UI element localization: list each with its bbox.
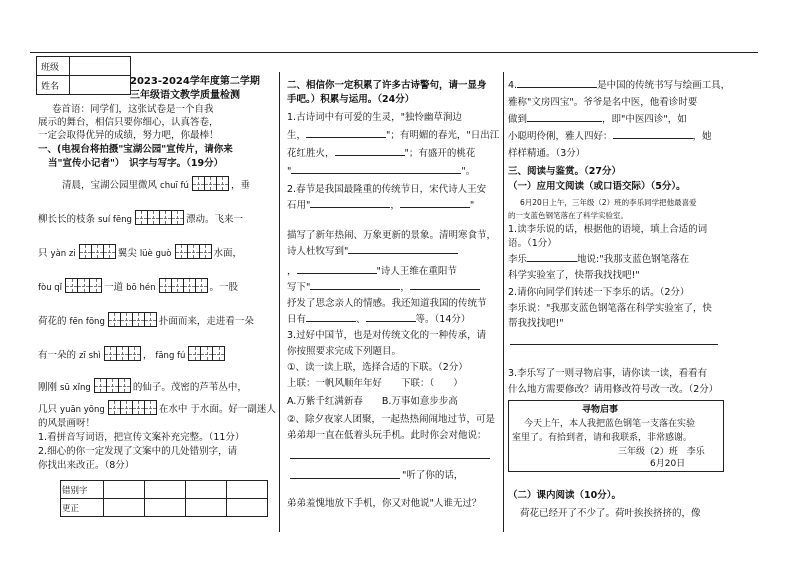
pinyin: fēn fōng: [69, 317, 105, 327]
answer-blank[interactable]: [297, 273, 377, 274]
c2-q3-3: A.万紫千红满新春 B.万事如意步步高: [287, 396, 458, 407]
passage-text: 于水面。好一副迷人: [190, 404, 276, 415]
answer-cell[interactable]: [145, 481, 186, 499]
passage-line-2: [38, 210, 243, 229]
c2-q1-a: 1.古诗词中有可爱的生灵，"独怜幽草涧边: [287, 112, 462, 123]
c3-q4-a: [508, 80, 730, 92]
text: ，即"中医四诊"，如: [602, 114, 687, 125]
class-field[interactable]: [70, 57, 131, 76]
c2-q2-f: [287, 246, 458, 258]
section-3-heading: 三、阅读与鉴赏。（27分）: [508, 166, 621, 177]
pinyin: fāng fú: [155, 351, 186, 361]
text: ，: [390, 200, 400, 211]
pinyin: yuān yōng: [60, 405, 105, 415]
text: 、: [356, 314, 366, 325]
text: "；有明媚的春光，"日出江: [386, 130, 500, 141]
pinyin: lüè guò: [139, 249, 172, 259]
tianzige-box[interactable]: [188, 346, 224, 365]
answer-cell[interactable]: [104, 481, 145, 499]
tianzige-box[interactable]: [79, 244, 115, 263]
answer-cell[interactable]: [145, 499, 186, 517]
c2-q1-b: [287, 130, 499, 142]
c2-q3-4: ②、除夕夜家人团聚，一起热热闹闹地过节，可是: [287, 414, 496, 425]
c2-q3-1: ①、读一读上联，选择合适的下联。（2分）: [287, 362, 468, 373]
text: "。: [461, 166, 476, 177]
pinyin: chuī fú: [160, 181, 189, 191]
c3-q4-d: [508, 114, 687, 126]
answer-blank[interactable]: [335, 155, 405, 156]
tianzige-box[interactable]: [94, 378, 130, 397]
notice-line-1: 今天上午，本人我把蓝色钢笔一支落在实验: [524, 419, 696, 429]
c3-s3-q2b: 李乐说："我那支蓝色钢笔落在科学实验室了，快: [508, 303, 712, 314]
intro-line-1: 卷首语：同学们，这张试卷是一个自我: [52, 104, 214, 115]
c2-q2-l: [287, 314, 470, 326]
passage-line-6: [38, 346, 224, 365]
section-1-heading-a: 一、(电视台将拍摄"宝湖公园"宣传片，请你来: [38, 144, 233, 155]
section-2-heading-b: 手吧。）积累与运用。（24分）: [287, 94, 415, 105]
answer-cell[interactable]: [186, 499, 227, 517]
passage-text: 在水中: [158, 404, 188, 415]
c2-q2-g: [287, 266, 457, 278]
passage-text: 几只: [38, 404, 58, 415]
answer-cell[interactable]: [227, 481, 268, 499]
text: 小聪明伶俐，雅人四好：: [508, 131, 613, 142]
section-1-heading-b: 当"宣传小记者"） 识字与写字。（19分）: [48, 158, 224, 169]
text: 做到: [508, 114, 528, 125]
text: 石用": [287, 200, 311, 211]
text: 李乐: [508, 254, 528, 265]
answer-blank[interactable]: [366, 321, 416, 322]
c3-s3-q3b: 什么地方需要修改？请用修改符号改一改。（2分）: [508, 384, 719, 395]
tianzige-box[interactable]: [108, 400, 156, 419]
answer-blank[interactable]: [291, 173, 461, 174]
passage-text: 柳长长的枝条: [38, 214, 96, 225]
question-1: 1.看拼音写词语，把宣传文案补充完整。（11分）: [38, 432, 245, 443]
passage-line-8: [38, 400, 276, 419]
text: ，: [400, 282, 410, 293]
c2-q3-a: 3.过好中国节，也是对传统文化的一种传承，请: [287, 330, 487, 341]
passage-line-3: [38, 244, 242, 263]
c2-q2-i: [287, 282, 480, 294]
intro-line-3: 一定会取得优异的成绩，努力吧，你最棒！: [38, 130, 219, 141]
tianzige-box[interactable]: [108, 312, 156, 331]
tianzige-box[interactable]: [159, 278, 207, 297]
passage-line-7: [38, 378, 247, 397]
passage-text: 荷花的: [38, 316, 67, 327]
text: 等。（14分）: [415, 314, 471, 325]
c2-q2-a: 2.春节是我国最隆重的传统节日，宋代诗人王安: [287, 184, 487, 195]
text: "；有盛开的桃花: [404, 148, 476, 159]
passage-text: 的仙子。茂密的芦苇丛中，: [132, 382, 247, 393]
answer-blank[interactable]: [306, 321, 356, 322]
pinyin: fòu qǐ: [38, 283, 63, 293]
answer-cell[interactable]: [186, 481, 227, 499]
passage-text: 。一股: [209, 282, 239, 293]
c3-s3-q2c: 帮我找找吧!": [508, 318, 564, 329]
notice-title: 寻物启事: [582, 405, 619, 415]
text: ": [469, 200, 475, 211]
c3-q4-f: [508, 131, 712, 143]
c2-q2-k: 抒发了思念亲人的情感。我还知道我国的传统节: [287, 298, 487, 309]
c2-q3-6: "听了你的话，: [402, 470, 464, 481]
text: ，: [287, 266, 297, 277]
passage-text: 水面，: [213, 248, 243, 259]
c3-s3-q3a: 3.李乐写了一则寻物启事，请你读一读，看看有: [508, 368, 708, 379]
wrong-char-label: 错别字: [61, 481, 104, 499]
section-3-part-1: （一）应用文阅读（或口语交际）（5分）。: [508, 181, 686, 192]
answer-blank-line[interactable]: [290, 478, 400, 479]
name-field[interactable]: [70, 76, 131, 95]
answer-cell[interactable]: [227, 499, 268, 517]
notice-line-2: 室里了。有拾到者，请和我联系，非常感谢。: [512, 433, 693, 443]
passage-text: ，: [142, 350, 153, 361]
text: 4.: [508, 80, 518, 91]
exam-subtitle: 三年级语文教学质量检测: [130, 90, 240, 101]
passage-text: 漂动。飞来一: [186, 214, 244, 225]
pinyin: yàn zi: [50, 249, 76, 259]
scenario-text-2: 的一支蓝色钢笔落在了科学实验室。: [508, 211, 628, 220]
passage-text: 清晨，宝湖公园里微风: [62, 180, 158, 191]
answer-blank-line[interactable]: [290, 458, 490, 459]
student-info-table: [36, 56, 131, 95]
pinyin: suí fēng: [98, 215, 132, 225]
tianzige-box[interactable]: [175, 244, 211, 263]
answer-cell[interactable]: [104, 499, 145, 517]
answer-blank[interactable]: [517, 87, 597, 88]
column-divider-2: [503, 72, 504, 532]
c2-q3-7: 弟弟羞愧地放下手机，你又对他说"人谁无过？: [287, 498, 482, 509]
correction-label: 更正: [61, 499, 104, 517]
intro-line-2: 展示的舞台，相信只要你细心，认真答卷，: [38, 117, 219, 128]
c3-s3-q1b: 语。（1分）: [508, 238, 557, 249]
c2-q3-5: 弟弟却一直在低着头玩手机。此时你会对他说：: [287, 430, 487, 441]
passage-text: 翼尖: [117, 248, 137, 259]
answer-blank[interactable]: [348, 253, 458, 254]
text: 诗人杜牧写到": [287, 246, 349, 257]
notice-date: 6月20日: [650, 459, 686, 469]
answer-blank[interactable]: [306, 137, 386, 138]
section-2-heading-a: 二、相信你一定积累了许多古诗警句，请一显身: [287, 80, 487, 91]
section-3-part-2: （二）课内阅读（10分）。: [508, 490, 621, 501]
text: ，她: [692, 131, 712, 142]
passage-text: 只: [38, 248, 48, 259]
passage-text: ，垂: [231, 180, 251, 191]
passage-line-5: [38, 312, 254, 331]
c3-s3-q1e: 科学实验室了，快帮我找找吧!": [508, 270, 640, 281]
passage-line-1: [62, 176, 250, 195]
passage-line-4: [38, 278, 238, 297]
answer-blank[interactable]: [527, 261, 577, 262]
answer-blank[interactable]: [400, 207, 470, 208]
c3-q4-c: 雅称"文房四宝"。爷爷是名中医，他看诊时要: [508, 97, 698, 108]
passage-text: 有一朵的: [38, 350, 77, 361]
c2-q3-2: 上联：一帆风顺年年好 下联：（ ）: [287, 378, 463, 389]
c3-q4-h: 样样精通。（3分）: [508, 148, 586, 159]
answer-blank[interactable]: [613, 138, 693, 139]
tianzige-box[interactable]: [135, 210, 183, 229]
c2-q3-b: 你按照要求完成下列题目。: [287, 346, 402, 357]
c2-q1-c: [287, 148, 475, 160]
tianzige-box[interactable]: [104, 346, 140, 365]
text: 生，: [287, 130, 307, 141]
c3-s3-q1a: 1.读李乐说的话，根据他的语境，填上合适的词: [508, 224, 708, 235]
text: "诗人王维在重阳节: [376, 266, 457, 277]
text: ": [287, 166, 292, 177]
c2-q1-d: [287, 166, 475, 178]
question-2-a: 2.细心的你一定发现了文案中的几处错别字，请: [38, 446, 238, 457]
answer-blank-line[interactable]: [510, 344, 718, 345]
text: 花红胜火，: [287, 148, 335, 159]
passage-text: 刚刚: [38, 382, 58, 393]
tianzige-box[interactable]: [192, 176, 228, 195]
correction-table: [60, 480, 268, 517]
passage-line-9: 的风景画呀！: [38, 418, 96, 429]
class-label: 班级: [37, 57, 70, 76]
answer-blank[interactable]: [310, 207, 390, 208]
exam-title: 2023-2024学年度第二学期: [130, 76, 260, 87]
text: 地说:"我那支蓝色钢笔落在: [577, 254, 690, 265]
name-label: 姓名: [37, 76, 70, 95]
text: 日有: [287, 314, 307, 325]
question-2-b: 你找出来改正。（8分）: [38, 460, 135, 471]
scenario-text-1: 6月20日上午，三年级（2）班的李乐同学把他最喜爱: [520, 198, 697, 207]
reading-passage-start: 荷花已经开了不少了。荷叶挨挨挤挤的，像: [520, 508, 701, 519]
tianzige-box[interactable]: [65, 278, 101, 297]
pinyin: bō hén: [126, 283, 156, 293]
passage-text: 一道: [104, 282, 124, 293]
pinyin: zī shì: [79, 351, 101, 361]
text: 写下": [287, 282, 311, 293]
c2-q2-b: [287, 200, 474, 212]
text: 是中国的传统书写与绘画工具，: [597, 80, 731, 91]
answer-blank[interactable]: [527, 121, 602, 122]
c3-s3-q1c: [508, 254, 689, 266]
passage-text: 扑面而来，走进看一朵: [158, 316, 254, 327]
answer-blank[interactable]: [310, 289, 400, 290]
c3-s3-q2: 2.请你向同学们转述一下李乐的话。（2分）: [508, 287, 690, 298]
answer-blank[interactable]: [410, 289, 480, 290]
column-divider-1: [279, 72, 280, 532]
pinyin: sū xǐng: [60, 383, 91, 393]
c2-q2-e: 描写了新年热闹、万象更新的景象。清明寒食节，: [287, 230, 497, 241]
notice-signature: 三年级（2）班 李乐: [618, 447, 705, 457]
